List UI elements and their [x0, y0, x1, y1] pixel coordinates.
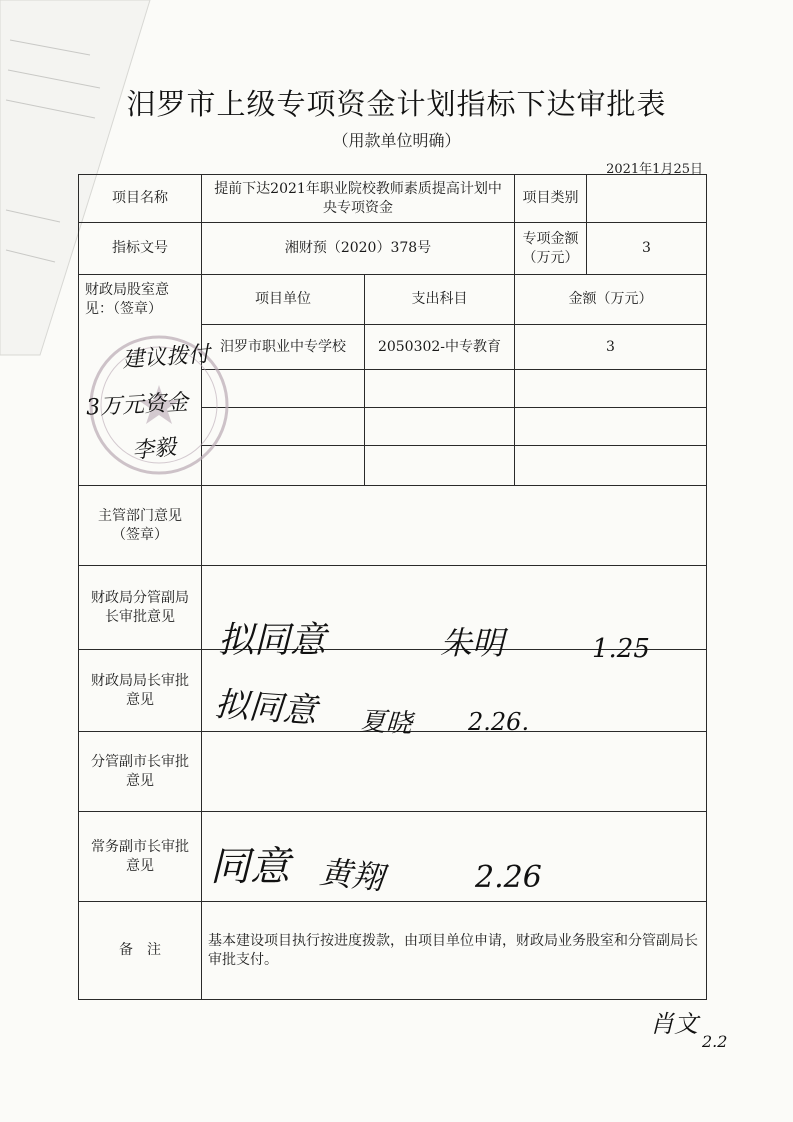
director-signature: 夏晓	[359, 706, 413, 740]
finance-section-label: 财政局股室意见：（签章）	[79, 275, 202, 486]
doc-number-value: 湘财预（2020）378号	[202, 223, 515, 275]
deputy-signature: 朱明	[440, 624, 505, 662]
exec-signature: 黄翔	[317, 852, 386, 898]
dept-opinion-value	[202, 486, 707, 566]
alloc-empty-cell	[365, 446, 515, 486]
project-category-label: 项目类别	[515, 175, 587, 223]
finance-handwriting-2: 3万元资金	[85, 390, 189, 421]
col-amount-header: 金额（万元）	[515, 275, 707, 325]
alloc-empty-cell	[365, 370, 515, 408]
alloc-empty-cell	[515, 408, 707, 446]
director-label: 财政局局长审批意见	[79, 650, 202, 732]
finance-handwriting-1: 建议拨付	[121, 341, 211, 374]
amount-value: 3	[587, 223, 707, 275]
col-unit-header: 项目单位	[202, 275, 365, 325]
bottom-date: 2.2	[702, 1032, 728, 1051]
exec-date: 2.26	[475, 860, 542, 895]
deputy-date: 1.25	[592, 634, 650, 664]
deputy-mayor-value	[202, 732, 707, 812]
amount-label: 专项金额（万元）	[515, 223, 587, 275]
form-date: 2021年1月25日	[606, 162, 703, 177]
bottom-signature: 肖文	[650, 1010, 698, 1038]
deputy-director-label: 财政局分管副局长审批意见	[79, 566, 202, 650]
dept-opinion-label: 主管部门意见（签章）	[79, 486, 202, 566]
form-title: 汨罗市上级专项资金计划指标下达审批表	[126, 87, 667, 121]
col-subject-header: 支出科目	[365, 275, 515, 325]
remarks-value: 基本建设项目执行按进度拨款，由项目单位申请，财政局业务股室和分管副局长审批支付。	[202, 902, 707, 1000]
approval-table	[78, 174, 707, 1000]
director-opinion-handwriting: 拟同意	[213, 684, 319, 732]
exec-opinion-handwriting: 同意	[210, 844, 290, 890]
project-name-value: 提前下达2021年职业院校教师素质提高计划中央专项资金	[202, 175, 515, 223]
project-name-label: 项目名称	[79, 175, 202, 223]
form-subtitle: （用款单位明确）	[332, 131, 461, 150]
deputy-opinion-handwriting: 拟同意	[218, 620, 327, 661]
project-category-value	[587, 175, 707, 223]
doc-number-label: 指标文号	[79, 223, 202, 275]
deputy-mayor-label: 分管副市长审批意见	[79, 732, 202, 812]
alloc-empty-cell	[515, 370, 707, 408]
director-date: 2.26.	[468, 708, 530, 736]
alloc-amount: 3	[515, 325, 707, 370]
alloc-empty-cell	[515, 446, 707, 486]
alloc-unit: 汨罗市职业中专学校	[202, 325, 365, 370]
finance-handwriting-3: 李毅	[131, 434, 178, 465]
exec-mayor-label: 常务副市长审批意见	[79, 812, 202, 902]
remarks-label: 备 注	[79, 902, 202, 1000]
alloc-subject: 2050302-中专教育	[365, 325, 515, 370]
alloc-empty-cell	[365, 408, 515, 446]
